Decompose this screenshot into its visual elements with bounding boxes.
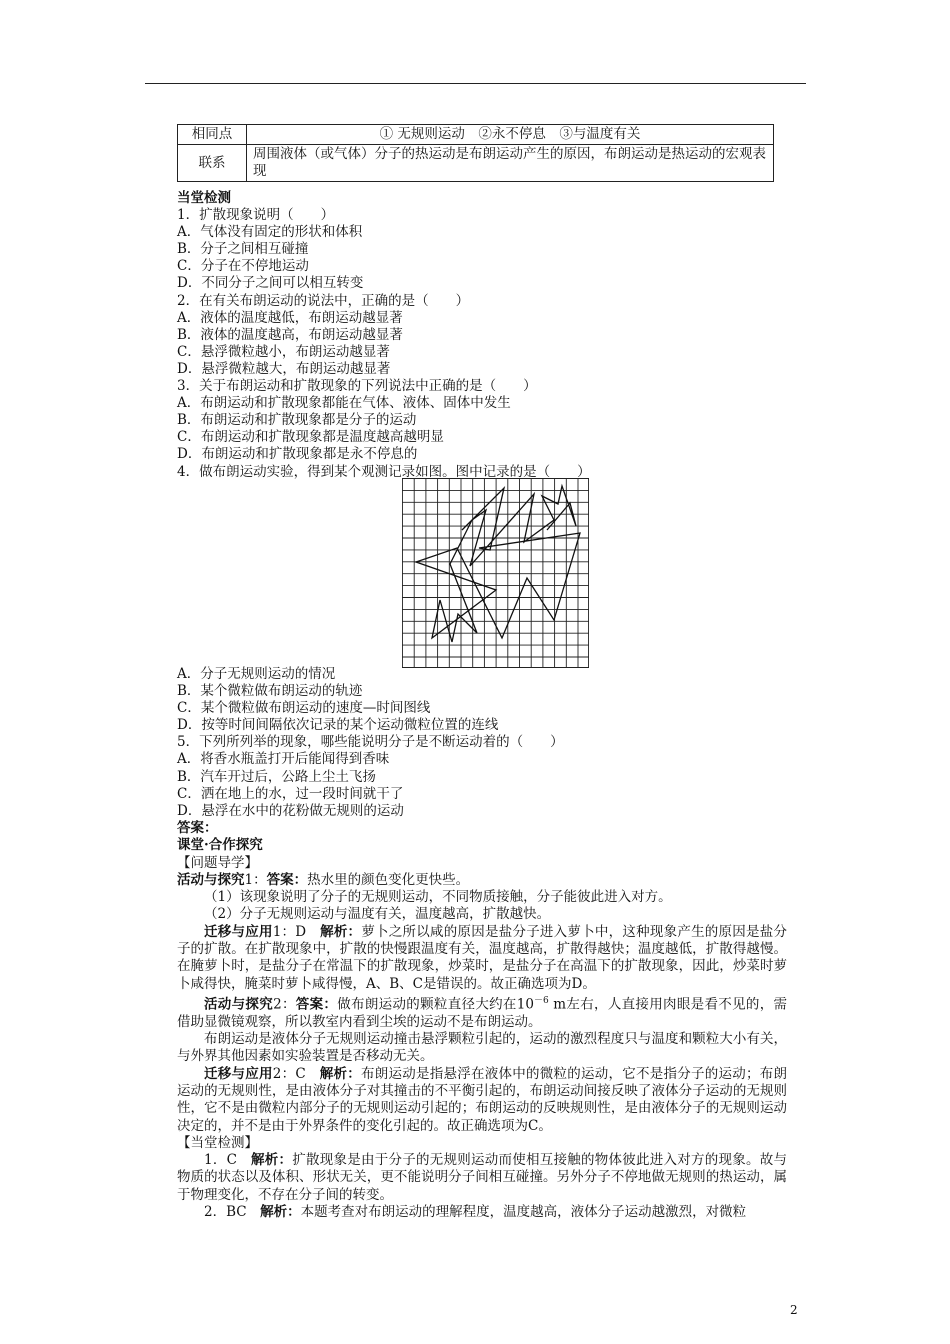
- row-label-same: 相同点: [178, 125, 247, 145]
- option: A．将香水瓶盖打开后能闻得到香味: [177, 751, 390, 768]
- comparison-table: [177, 124, 774, 182]
- row-text-same: ① 无规则运动 ②永不停息 ③与温度有关: [247, 125, 774, 145]
- option: C．分子在不停地运动: [177, 258, 309, 275]
- answers-section: [177, 820, 787, 1221]
- paragraph: （1）该现象说明了分子的无规则运动，不同物质接触，分子能彼此进入对方。: [204, 889, 672, 906]
- test-answer-1: 1．C 解析：扩散现象是由于分子的无规则运动而使相互接触的物体彼此进入对方的现象。故与物质的状态以及体积、形状无关，更不能说明分子间相互碰撞。另外分子不停地做无规则的热运动，属于物理变化，不存在分子间的转变。: [177, 1152, 788, 1203]
- brownian-motion-figure: [402, 478, 590, 668]
- option: B．液体的温度越高，布朗运动越显著: [177, 326, 403, 343]
- option: A．分子无规则运动的情况: [177, 666, 336, 682]
- page-number: 2: [790, 1303, 798, 1317]
- option: D．布朗运动和扩散现象都是永不停息的: [177, 446, 418, 463]
- question-5: 5．下列所列举的现象，哪些能说明分子是不断运动着的（ ）: [177, 734, 564, 751]
- migration-2: 迁移与应用2：C 解析：布朗运动是指悬浮在液体中的微粒的运动，它不是指分子的运动；布朗运动的无规则性，是由液体分子对其撞击的不平衡引起的，布朗运动间接反映了液体分子运动的无规则性，它不是由微粒内部分子的无规则运动引起的；布朗运动的反映规则性，是由液体分子的无规则运动决定的，并不是由于外界条件的变化引起的。故正确选项为C。: [177, 1065, 788, 1134]
- option: D．不同分子之间可以相互转变: [177, 275, 364, 292]
- motion-path: [416, 486, 580, 642]
- paragraph: （2）分子无规则运动与温度有关，温度越高，扩散越快。: [204, 906, 551, 923]
- question-1: 1．扩散现象说明（ ）: [177, 207, 335, 224]
- option: C．悬浮微粒越小，布朗运动越显著: [177, 343, 390, 360]
- test-answer-2: 2．BC 解析：本题考查对布朗运动的理解程度，温度越高，液体分子运动越激烈，对微粒: [204, 1204, 747, 1221]
- activity-1: 活动与探究1：答案：热水里的颜色变化更快些。: [177, 871, 470, 888]
- answers-heading: 答案：: [177, 820, 218, 836]
- row-text-link: 周围液体（或气体）分子的热运动是布朗运动产生的原因，布朗运动是热运动的宏观表现: [247, 145, 774, 182]
- option: A．气体没有固定的形状和体积: [177, 224, 363, 241]
- option: B．分子之间相互碰撞: [177, 241, 309, 258]
- question-3: 3．关于布朗运动和扩散现象的下列说法中正确的是（ ）: [177, 378, 537, 395]
- migration-1: 迁移与应用1：D 解析：萝卜之所以咸的原因是盐分子进入萝卜中，这种现象产生的原因是盐分子的扩散。在扩散现象中，扩散的快慢跟温度有关，温度越高，扩散得越快；温度越低，扩散得越慢。在腌萝卜时，是盐分子在常温下的扩散现象，炒菜时，是盐分子在高温下的扩散现象，因此，炒菜时萝卜咸得快，腌菜时萝卜咸得慢，A、B、C是错误的。故正确选项为D。: [177, 923, 788, 992]
- option: D．悬浮在水中的花粉做无规则的运动: [177, 802, 404, 819]
- option: B．布朗运动和扩散现象都是分子的运动: [177, 412, 417, 429]
- option: B．某个微粒做布朗运动的轨迹: [177, 683, 363, 700]
- section-title: 课堂·合作探究: [177, 837, 263, 854]
- paragraph: 布朗运动是液体分子无规则运动撞击悬浮颗粒引起的，运动的激烈程度只与温度和颗粒大小有关，与外界其他因素如实验装置是否移动无关。: [177, 1031, 787, 1065]
- section-heading: 当堂检测: [177, 190, 231, 206]
- option: C．布朗运动和扩散现象都是温度越高越明显: [177, 429, 444, 446]
- subheading: 【问题导学】: [177, 854, 258, 871]
- option: C．洒在地上的水，过一段时间就干了: [177, 785, 404, 802]
- option: A．液体的温度越低，布朗运动越显著: [177, 309, 403, 326]
- activity-2: 活动与探究2：答案：做布朗运动的颗粒直径大约在$10^{-6}$ m左右，人直接用肉眼是看不见的，需借助显微镜观察，所以教室内看到尘埃的运动不是布朗运动。: [177, 995, 788, 1030]
- header-rule: [145, 83, 806, 84]
- question-2: 2．在有关布朗运动的说法中，正确的是（ ）: [177, 292, 470, 309]
- table-row: [178, 125, 774, 145]
- subheading: 【当堂检测】: [177, 1134, 258, 1151]
- table-row: [178, 145, 774, 182]
- option: D．按等时间间隔依次记录的某个运动微粒位置的连线: [177, 717, 499, 734]
- option: B．汽车开过后，公路上尘土飞扬: [177, 768, 376, 785]
- question-4: 4．做布朗运动实验，得到某个观测记录如图。图中记录的是（ ）: [177, 463, 591, 480]
- test-section: [177, 190, 777, 481]
- label: 活动与探究: [177, 871, 245, 888]
- option: A．布朗运动和扩散现象都能在气体、液体、固体中发生: [177, 395, 511, 412]
- row-label-link: 联系: [178, 145, 247, 182]
- test-section-cont: [177, 666, 777, 820]
- option: D．悬浮微粒越大，布朗运动越显著: [177, 360, 391, 377]
- option: C．某个微粒做布朗运动的速度—时间图线: [177, 700, 431, 717]
